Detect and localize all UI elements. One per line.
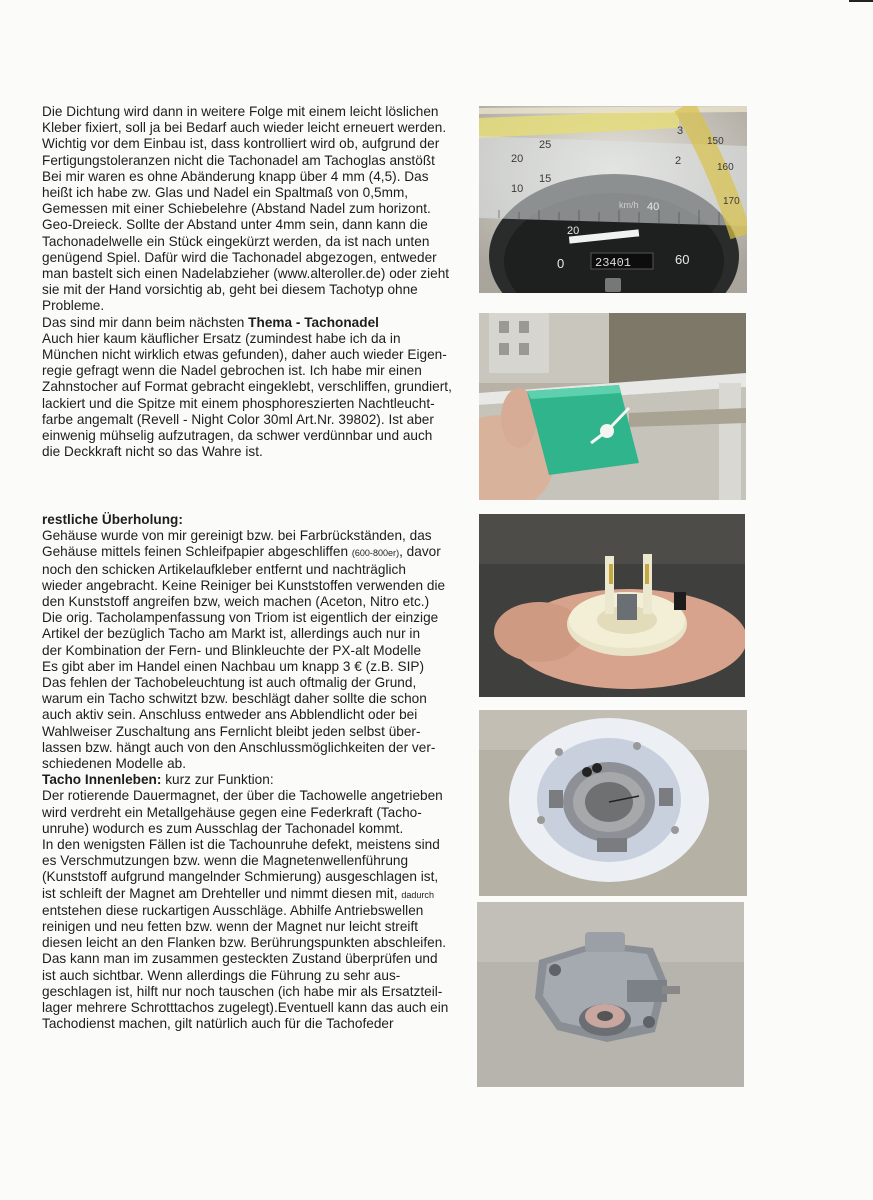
text-line: Wahlweiser Zuschaltung ans Fernlicht bleibt jeden selbst über- [42,723,421,739]
text-line: Tachonadelwelle ein Stück eingekürzt werden, da ist nach unten [42,233,430,249]
text-block-dichtung [42,104,472,460]
text-line: warum ein Tacho schwitzt bzw. beschlägt daher sollte die schon [42,691,427,707]
text-segment: ist schleift der Magnet am Drehteller und nimmt diesen mit, [42,885,402,901]
text-line: Die Dichtung wird dann in weitere Folge mit einem leicht löslichen [42,104,439,119]
photo-needle-sponge [479,313,746,500]
text-line: entstehen diese ruckartigen Ausschläge. Abhilfe Antriebswellen [42,902,424,918]
text-line: einwenig mühselig aufzutragen, da schwer verdünnbar und auch [42,428,433,444]
gauge-number: 40 [647,201,660,213]
text-line: Gemessen mit einer Schiebelehre (Abstand Nadel zum horizont. [42,201,431,217]
text-line: Fertigungstoleranzen nicht die Tachonadel am Tachoglas anstößt [42,152,435,168]
text-line: Artikel der bezüglich Tacho am Markt ist, allerdings auch nur in [42,626,421,642]
text-line: Es gibt aber im Handel einen Nachbau um knapp 3 € (z.B. SIP) [42,658,425,674]
text-line: reinigen und neu fetten bzw. wenn der Magnet nur leicht streift [42,919,419,935]
ruler-number: 15 [539,173,552,185]
scan-edge-mark [849,0,873,2]
small-note: dadurch [401,889,434,900]
text-line: auch aktiv sein. Anschluss entweder ans Abblendlicht oder bei [42,707,418,723]
text-line [42,544,472,561]
scale-number: 170 [723,196,740,207]
photo-inner-mechanism-image [479,710,747,896]
photo-needle-sponge-image [479,313,746,500]
photo-tacho-ruler-image [479,106,747,293]
photo-inner-mechanism [479,710,747,896]
text-line: genügend Spiel. Dafür wird die Tachonadel abgezogen, entweder [42,249,437,265]
text-line: man bastelt sich einen Nadelabzieher (www.alteroller.de) oder zieht [42,266,450,282]
section-heading [42,512,472,528]
text-line: unruhe) wodurch es zum Ausschlag der Tachonadel kommt. [42,820,404,836]
innen-line [42,772,472,788]
odometer-reading: 23401 [595,256,632,270]
ruler-number: 25 [539,139,552,151]
text-segment: Gehäuse mittels feinen Schleifpapier abgeschliffen [42,544,352,560]
text-line: Tachodienst machen, gilt natürlich auch für die Tachofeder [42,1016,394,1032]
ruler-number: 10 [511,183,524,195]
text-line: geschlagen ist, hilft nur noch tauschen (ich habe mir als Ersatzteil- [42,983,443,999]
text-line: Das kann man im zusammen gesteckten Zustand überprüfen und [42,951,438,967]
text-line: Die orig. Tacholampenfassung von Triom ist eigentlich der einzige [42,610,439,626]
text-line: wird verdreht ein Metallgehäuse gegen eine Federkraft (Tacho- [42,804,422,820]
text-line: wieder angebracht. Keine Reiniger bei Kunststoffen verwenden die [42,577,446,593]
thema-line [42,315,472,331]
photo-lamp-socket-image [479,514,745,697]
text-line: lager mehrere Schrotttachos zugelegt).Eventuell kann das auch ein [42,1000,449,1016]
photo-metal-housing [477,902,744,1087]
text-line: schiedenen Modelle ab. [42,756,187,772]
text-line: Auch hier kaum käuflicher Ersatz (zumindest habe ich da in [42,330,401,346]
gauge-number: 60 [675,252,690,267]
text-line: farbe angemalt (Revell - Night Color 30ml Art.Nr. 39802). Ist aber [42,411,434,427]
text-line: lackiert und die Spitze mit einem phosphoreszierten Nachtleucht- [42,395,435,411]
photo-tacho-ruler [479,106,747,293]
innen-title: Tacho Innenleben: [42,772,162,788]
text-line: Gehäuse wurde von mir gereinigt bzw. bei Farbrückständen, das [42,528,432,544]
text-line: Kleber fixiert, soll ja bei Bedarf auch wieder leicht erneuert werden. [42,120,447,136]
scale-number: 150 [707,136,724,147]
ruler-number: 20 [511,153,524,165]
small-note: (600-800er) [351,548,400,559]
text-line: es Verschmutzungen bzw. wenn die Magnetenwellenführung [42,853,409,869]
section-heading-text: restliche Überholung: [42,512,183,527]
text-line: München nicht wirklich etwas gefunden), daher auch wieder Eigen- [42,347,447,363]
text-line: regie gefragt wenn die Nadel gebrochen ist. Ich habe mir einen [42,363,422,379]
text-line: heißt ich habe zw. Glas und Nadel ein Spaltmaß von 0,5mm, [42,185,409,201]
text-line: sie mit der Hand vorsichtig ab, geht bei diesem Tachotyp ohne [42,282,418,298]
gauge-number: 0 [557,256,565,271]
text-line: der Kombination der Fern- und Blinkleuchte der PX-alt Modelle [42,642,422,658]
gauge-unit: km/h [619,200,639,210]
text-line: (Kunststoff aufgrund mangelnder Schmierung) ausgeschlagen ist, [42,869,439,885]
text-line: Bei mir waren es ohne Abänderung knapp über 4 mm (4,5). Das [42,168,429,184]
text-line: Zahnstocher auf Format gebracht eingeklebt, verschliffen, grundiert, [42,379,452,395]
text-line: Wichtig vor dem Einbau ist, dass kontrolliert wird ob, aufgrund der [42,136,440,152]
scale-number: 160 [717,162,734,173]
text-line: lassen bzw. hängt auch von den Anschlussmöglichkeiten der ver- [42,739,436,755]
text-block-ueberholung [42,512,472,1033]
text-line: Der rotierende Dauermagnet, der über die Tachowelle angetrieben [42,788,443,804]
text-line: diesen leicht an den Flanken bzw. Berührungspunkten abschleifen. [42,935,447,951]
gauge-number: 20 [567,225,580,237]
text-line: die Deckkraft nicht so das Wahre ist. [42,444,263,460]
text-line: noch den schicken Artikelaufkleber entfernt und nachträglich [42,561,406,577]
thema-title: Thema - Tachonadel [248,314,379,330]
innen-rest: kurz zur Funktion: [161,772,274,788]
ruler-number: 3 [677,125,684,137]
photo-lamp-socket [479,514,745,697]
text-segment: , davor [399,544,441,560]
text-line: ist auch sichtbar. Wenn allerdings die Führung zu sehr aus- [42,967,401,983]
text-line: Probleme. [42,298,105,314]
thema-prefix: Das sind mir dann beim nächsten [42,314,249,330]
ruler-number: 2 [675,155,682,167]
text-line [42,886,472,903]
text-line: Geo-Dreieck. Sollte der Abstand unter 4mm sein, dann kann die [42,217,428,233]
text-line: In den wenigsten Fällen ist die Tachounruhe defekt, meistens sind [42,837,440,853]
text-line: den Kunststoff angreifen bzw, weich machen (Aceton, Nitro etc.) [42,594,430,610]
text-line: Das fehlen der Tachobeleuchtung ist auch oftmalig der Grund, [42,675,417,691]
photo-metal-housing-image [477,902,744,1087]
